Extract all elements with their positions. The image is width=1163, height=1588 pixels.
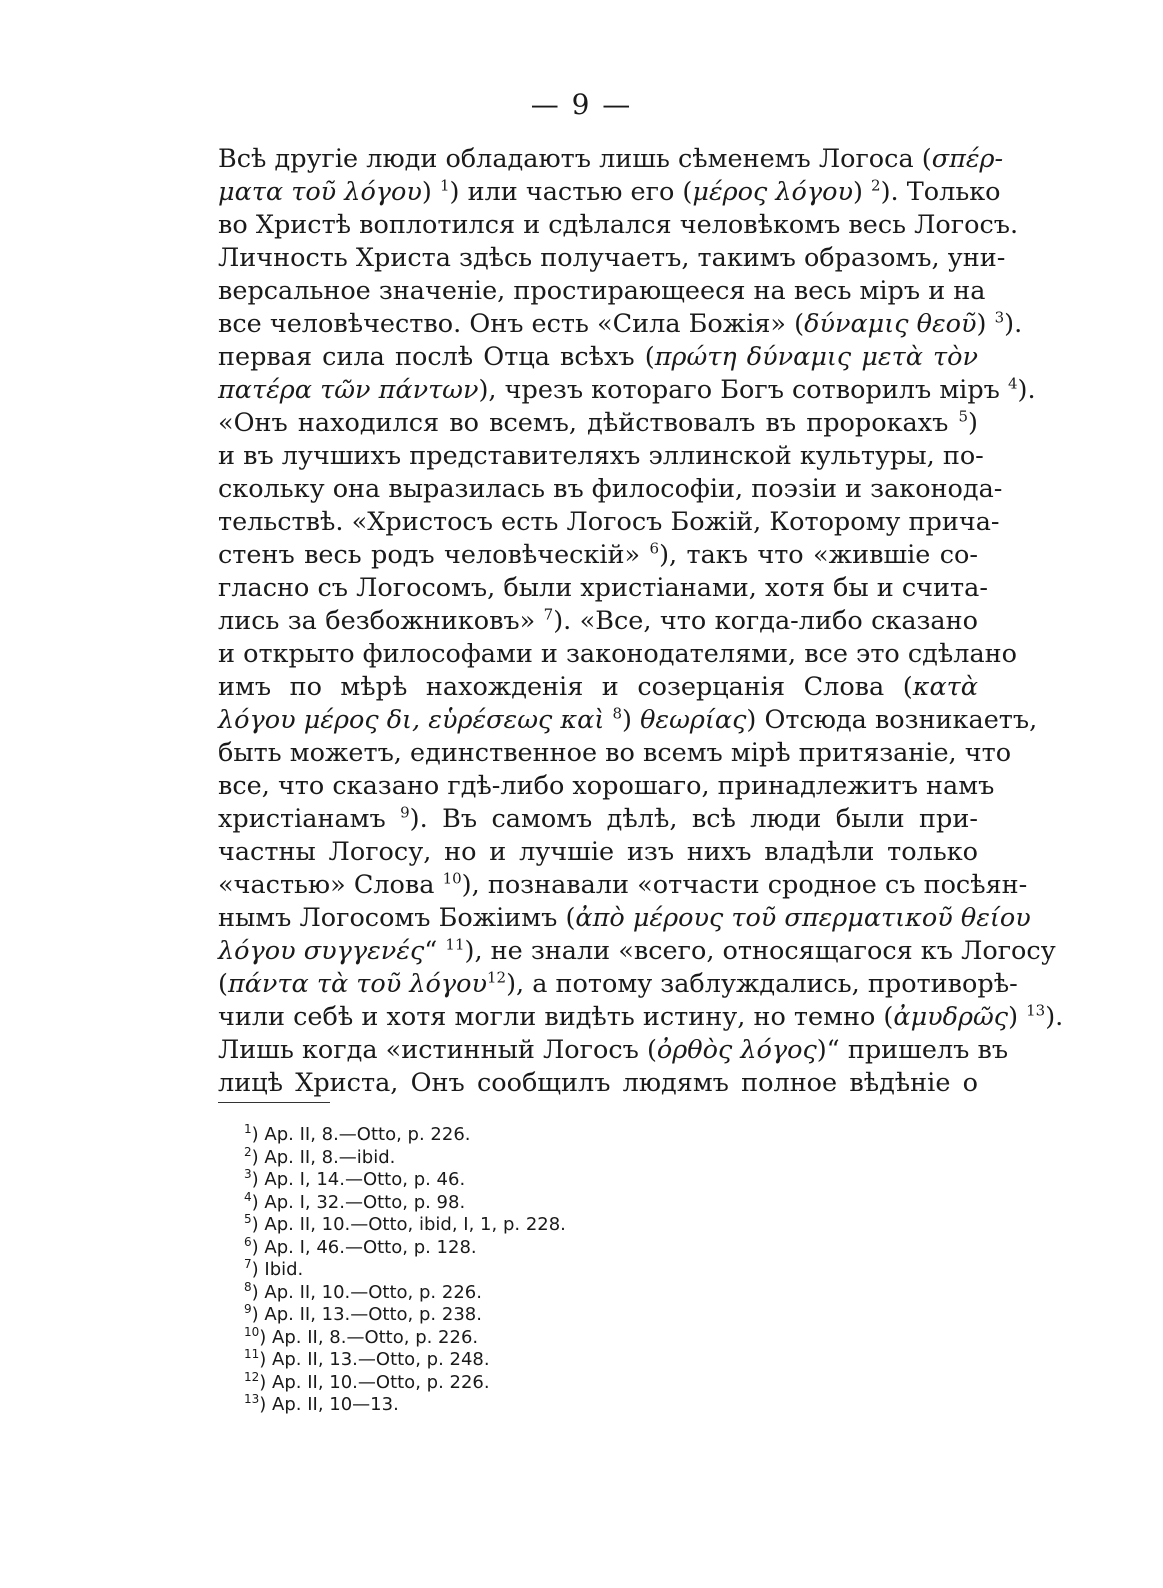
footnote-ref: 11: [445, 935, 465, 954]
footnote-number: 7: [244, 1257, 252, 1271]
footnote-paren: ): [251, 1236, 265, 1258]
footnote: [244, 1189, 844, 1215]
footnotes: [244, 1124, 844, 1417]
footnote-number: 13: [244, 1392, 260, 1406]
footnote: [244, 1124, 844, 1147]
footnote: [244, 1394, 844, 1417]
text-run: Личность Христа здѣсь получаетъ, такимъ образомъ, уни-: [218, 243, 1006, 273]
text-run: стенъ весь родъ человѣческій»: [218, 540, 650, 570]
text-run: чили себѣ и хотя могли видѣть истину, но темно (: [218, 1002, 894, 1032]
greek-quote: ἀμυδρῶς: [893, 1002, 1009, 1032]
footnote-ref: 4: [1007, 374, 1018, 393]
footnote-text: Ibid.: [264, 1259, 304, 1280]
text-run: ): [421, 177, 440, 207]
text-run: все, что сказано гдѣ-либо хорошаго, принадлежитъ намъ: [218, 771, 995, 801]
text-line: [218, 275, 986, 308]
text-line: [218, 1001, 1064, 1034]
text-run: ), такъ что «жившіе со-: [659, 540, 978, 570]
footnote-text: Ap. II, 13.—Otto, p. 248.: [272, 1349, 490, 1370]
footnote-number: 4: [244, 1189, 252, 1204]
text-run: ): [968, 408, 978, 438]
greek-quote: μέρος λόγου: [692, 177, 853, 207]
text-run: ), познавали «отчасти сродное съ посѣян-: [461, 870, 1028, 900]
footnote-ref: 3: [994, 308, 1005, 327]
text-run: и въ лучшихъ представителяхъ эллинской культуры, по-: [218, 441, 984, 471]
footnote-ref: 6: [649, 539, 660, 558]
text-line: [218, 209, 1019, 242]
footnote-text: Ap. I, 14.—Otto, p. 46.: [264, 1169, 466, 1190]
text-run: лицѣ Христа, Онъ сообщилъ людямъ полное вѣдѣніе о: [218, 1068, 978, 1098]
text-run: “: [424, 936, 446, 966]
text-run: лись за безбожниковъ»: [218, 606, 544, 636]
text-run: ).: [1045, 1002, 1064, 1032]
text-line: [218, 803, 978, 836]
text-run: первая сила послѣ Отца всѣхъ (: [218, 342, 655, 372]
footnote: [244, 1349, 844, 1372]
footnote-paren: ): [251, 1259, 265, 1280]
footnote-separator: [218, 1102, 330, 1103]
text-run: имъ по мѣрѣ нахожденія и созерцанія Слова (: [218, 672, 913, 702]
text-line: [218, 506, 1000, 539]
greek-quote: ματα τοῦ λόγου: [218, 177, 422, 207]
text-line: [218, 671, 978, 704]
footnote-number: 8: [244, 1279, 252, 1294]
footnote: [244, 1214, 844, 1237]
greek-quote: πατέρα τῶν πάντων: [218, 375, 479, 405]
text-line: [218, 902, 1031, 935]
text-run: (: [218, 969, 228, 999]
text-run: ): [976, 309, 995, 339]
text-run: во Христѣ воплотился и сдѣлался человѣкомъ весь Логосъ.: [218, 210, 1019, 240]
greek-quote: ὀρθὸς λόγος: [656, 1035, 817, 1065]
text-run: «Онъ находился во всемъ, дѣйствовалъ въ пророкахъ: [218, 408, 959, 438]
footnote-text: Ap. I, 32.—Otto, p. 98.: [264, 1191, 466, 1213]
text-line: [218, 308, 1023, 341]
text-run: ).: [1017, 375, 1036, 405]
text-line: [218, 836, 978, 869]
text-run: все человѣчество. Онъ есть «Сила Божія» (: [218, 309, 805, 339]
text-run: ). Только: [880, 177, 1001, 207]
text-line: [218, 638, 1017, 671]
text-run: быть можетъ, единственное во всемъ мірѣ притязаніе, что: [218, 738, 1012, 768]
footnote: [244, 1144, 844, 1170]
text-line: [218, 737, 1012, 770]
footnote-text: Ap. II, 10.—Otto, p. 226.: [264, 1281, 482, 1303]
footnote: [244, 1169, 844, 1192]
footnote-number: 5: [244, 1212, 252, 1226]
text-line: [218, 770, 995, 803]
footnote-paren: ): [259, 1394, 273, 1415]
footnote-ref: 1: [439, 176, 450, 195]
footnote-text: Ap. II, 13.—Otto, p. 238.: [264, 1304, 482, 1325]
greek-quote: πάντα τὰ τοῦ λόγου: [227, 969, 487, 999]
footnote-ref: 10: [442, 869, 462, 888]
footnote-paren: ): [251, 1304, 265, 1325]
text-run: ): [622, 705, 641, 735]
text-line: [218, 1034, 1009, 1067]
text-run: Всѣ другіе люди обладаютъ лишь сѣменемъ Логоса (: [218, 144, 932, 174]
footnote-number: 2: [244, 1144, 252, 1159]
body-text: [218, 143, 1064, 1100]
footnote-text: Ap. II, 8.—ibid.: [264, 1146, 396, 1168]
footnote-paren: ): [251, 1191, 265, 1213]
footnote-paren: ): [251, 1214, 265, 1235]
greek-quote: δύναμις θεοῦ: [804, 309, 977, 339]
footnote-ref: 2: [871, 176, 881, 195]
text-run: ): [852, 177, 872, 207]
text-line: [218, 440, 984, 473]
text-run: и открыто философами и законодателями, все это сдѣлано: [218, 639, 1017, 669]
text-run: скольку она выразилась въ философіи, поэзіи и законода-: [218, 474, 1003, 504]
text-line: [218, 869, 1028, 902]
text-line: [218, 341, 978, 374]
footnote: [244, 1369, 844, 1395]
footnote: [244, 1304, 844, 1327]
text-line: [218, 968, 1018, 1001]
text-run: гласно съ Логосомъ, были христіанами, хотя бы и счита-: [218, 573, 988, 603]
text-line: [218, 572, 988, 605]
text-line: [218, 242, 1006, 275]
footnote-text: Ap. II, 10.—Otto, ibid, I, 1, p. 228.: [264, 1214, 566, 1235]
footnote-ref: 12: [486, 968, 507, 987]
footnote-text: Ap. II, 8.—Otto, p. 226.: [272, 1326, 479, 1348]
text-line: [218, 374, 1036, 407]
footnote-ref: 8: [612, 704, 622, 723]
footnote-number: 12: [244, 1369, 260, 1384]
footnote: [244, 1324, 844, 1350]
footnote-paren: ): [259, 1326, 273, 1348]
greek-quote: λόγου συγγενές: [218, 936, 425, 966]
footnote-paren: ): [251, 1281, 265, 1303]
text-line: [218, 539, 978, 572]
text-line: [218, 935, 1056, 968]
text-run: тельствѣ. «Христосъ есть Логосъ Божій, Которому прича-: [218, 507, 1000, 537]
text-run: Лишь когда «истинный Логосъ (: [218, 1035, 657, 1065]
footnote-paren: ): [259, 1349, 273, 1370]
text-run: ): [1008, 1002, 1027, 1032]
footnote-paren: ): [251, 1146, 265, 1168]
text-line: [218, 1067, 978, 1100]
text-run: «частью» Слова: [218, 870, 443, 900]
greek-quote: θεωρίας: [640, 705, 747, 735]
footnote-number: 10: [244, 1324, 260, 1339]
greek-quote: κατὰ: [912, 672, 978, 702]
footnote-number: 1: [244, 1122, 252, 1136]
text-line: [218, 473, 1003, 506]
text-run: ), а потому заблуждались, противорѣ-: [506, 969, 1018, 999]
text-run: ) или частью его (: [449, 177, 693, 207]
text-run: частны Логосу, но и лучшіе изъ нихъ владѣли только: [218, 837, 978, 867]
footnote-number: 6: [244, 1234, 252, 1249]
text-run: версальное значеніе, простирающееся на весь міръ и на: [218, 276, 986, 306]
footnote: [244, 1259, 844, 1282]
greek-quote: σπέρ-: [931, 144, 1004, 174]
text-run: христіанамъ: [218, 804, 401, 834]
text-run: ). «Все, что когда-либо сказано: [553, 606, 978, 636]
text-line: [218, 176, 1001, 209]
footnote-number: 9: [244, 1302, 252, 1316]
footnote-number: 11: [244, 1347, 260, 1361]
greek-quote: ἀπὸ μέρους τοῦ σπερματικοῦ θείου: [575, 903, 1031, 933]
text-run: ), не знали «всего, относящагося къ Логосу: [464, 936, 1056, 966]
footnote-paren: ): [259, 1371, 273, 1393]
text-run: ) Отсюда возникаетъ,: [746, 705, 1038, 735]
text-run: ), чрезъ котораго Богъ сотворилъ міръ: [478, 375, 1008, 405]
greek-quote: πρώτη δύναμις μετὰ τὸν: [654, 342, 978, 372]
text-run: нымъ Логосомъ Божіимъ (: [218, 903, 576, 933]
footnote-ref: 9: [400, 803, 410, 822]
text-line: [218, 143, 1004, 176]
footnote-number: 3: [244, 1167, 252, 1181]
footnote-text: Ap. II, 10—13.: [272, 1394, 399, 1415]
footnote-ref: 7: [543, 605, 554, 624]
footnote: [244, 1234, 844, 1260]
footnote-text: Ap. II, 10.—Otto, p. 226.: [272, 1371, 490, 1393]
text-run: )“ пришелъ въ: [816, 1035, 1009, 1065]
footnote-ref: 5: [958, 407, 969, 426]
footnote: [244, 1279, 844, 1305]
text-line: [218, 407, 978, 440]
page-number: — 9 —: [530, 88, 633, 121]
footnote-ref: 13: [1026, 1001, 1046, 1020]
text-line: [218, 704, 1038, 737]
footnote-text: Ap. I, 46.—Otto, p. 128.: [264, 1236, 477, 1258]
text-line: [218, 605, 978, 638]
greek-quote: λόγου μέρος δι, εὑρέσεως καὶ: [218, 705, 605, 735]
footnote-paren: ): [251, 1124, 265, 1145]
footnote-paren: ): [251, 1169, 265, 1190]
text-run: ). Въ самомъ дѣлѣ, всѣ люди были при-: [409, 804, 978, 834]
footnote-text: Ap. II, 8.—Otto, p. 226.: [264, 1124, 471, 1145]
text-run: ).: [1004, 309, 1023, 339]
